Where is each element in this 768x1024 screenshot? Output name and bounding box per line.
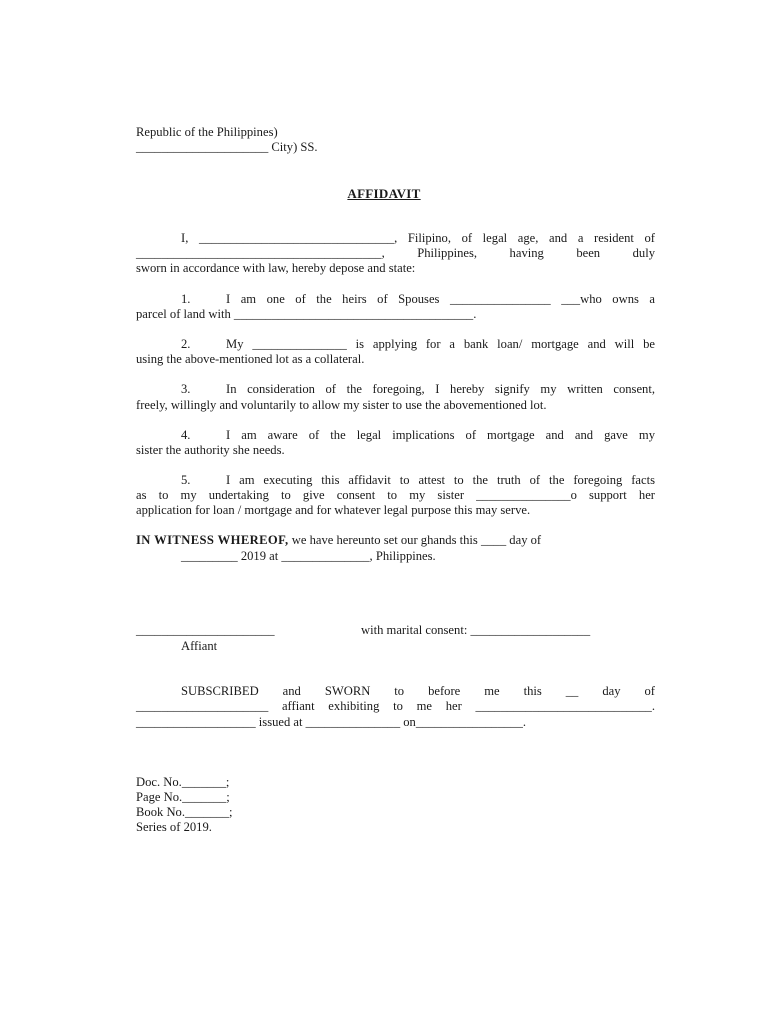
header-city: _____________________ City) SS. — [136, 140, 318, 154]
book-no: Book No._______; — [136, 805, 233, 819]
intro-line-3: sworn in accordance with law, hereby depose and state: — [136, 261, 416, 275]
doc-no: Doc. No._______; — [136, 775, 230, 789]
affiant-signature-line: ______________________ — [136, 623, 275, 637]
paragraph-3-line-2: freely, willingly and voluntarily to allow my sister to use the abovementioned lot. — [136, 398, 547, 412]
subscribed-line-2: _____________________ affiant exhibiting to me her ____________________________. — [136, 699, 655, 713]
paragraph-5-number: 5. — [181, 473, 191, 487]
paragraph-2-line-2: using the above-mentioned lot as a collateral. — [136, 352, 365, 366]
page-no: Page No._______; — [136, 790, 230, 804]
intro-line-2: _______________________________________, Philippines, having been duly — [136, 246, 655, 260]
marital-consent-line: with marital consent: ___________________ — [361, 623, 591, 637]
document-title: AFFIDAVIT — [347, 186, 421, 201]
witness-line-1 — [136, 533, 541, 548]
witness-line-2: _________ 2019 at ______________, Philippines. — [181, 549, 436, 563]
series: Series of 2019. — [136, 820, 212, 834]
intro-line-1: I, _______________________________, Filipino, of legal age, and a resident of — [181, 231, 655, 245]
paragraph-5-line-2: as to my undertaking to give consent to my sister _______________o support her — [136, 488, 655, 502]
affiant-label: Affiant — [181, 639, 218, 653]
witness-lead: IN WITNESS WHEREOF, — [136, 533, 289, 547]
subscribed-line-3: ___________________ issued at _______________ on_________________. — [136, 715, 527, 729]
paragraph-3-first-line: In consideration of the foregoing, I hereby signify my written consent, — [226, 382, 655, 396]
paragraph-5-first-line: I am executing this affidavit to attest to the truth of the foregoing facts — [226, 473, 655, 487]
paragraph-2-number: 2. — [181, 337, 191, 351]
subscribed-line-1: SUBSCRIBED and SWORN to before me this __ day of — [181, 684, 655, 698]
paragraph-3-number: 3. — [181, 382, 191, 396]
paragraph-1-number: 1. — [181, 292, 191, 306]
paragraph-1-line-2: parcel of land with ______________________________________. — [136, 307, 477, 321]
paragraph-4-number: 4. — [181, 428, 191, 442]
paragraph-4-line-2: sister the authority she needs. — [136, 443, 285, 457]
paragraph-1-first-line: I am one of the heirs of Spouses ________________ ___who owns a — [226, 292, 655, 306]
witness-line-1-rest: we have hereunto set our ghands this ____ day of — [288, 533, 542, 547]
header-republic: Republic of the Philippines) — [136, 125, 278, 139]
paragraph-2-first-line: My _______________ is applying for a bank loan/ mortgage and will be — [226, 337, 655, 351]
paragraph-5-line-3: application for loan / mortgage and for whatever legal purpose this may serve. — [136, 503, 531, 517]
paragraph-4-first-line: I am aware of the legal implications of mortgage and and gave my — [226, 428, 655, 442]
